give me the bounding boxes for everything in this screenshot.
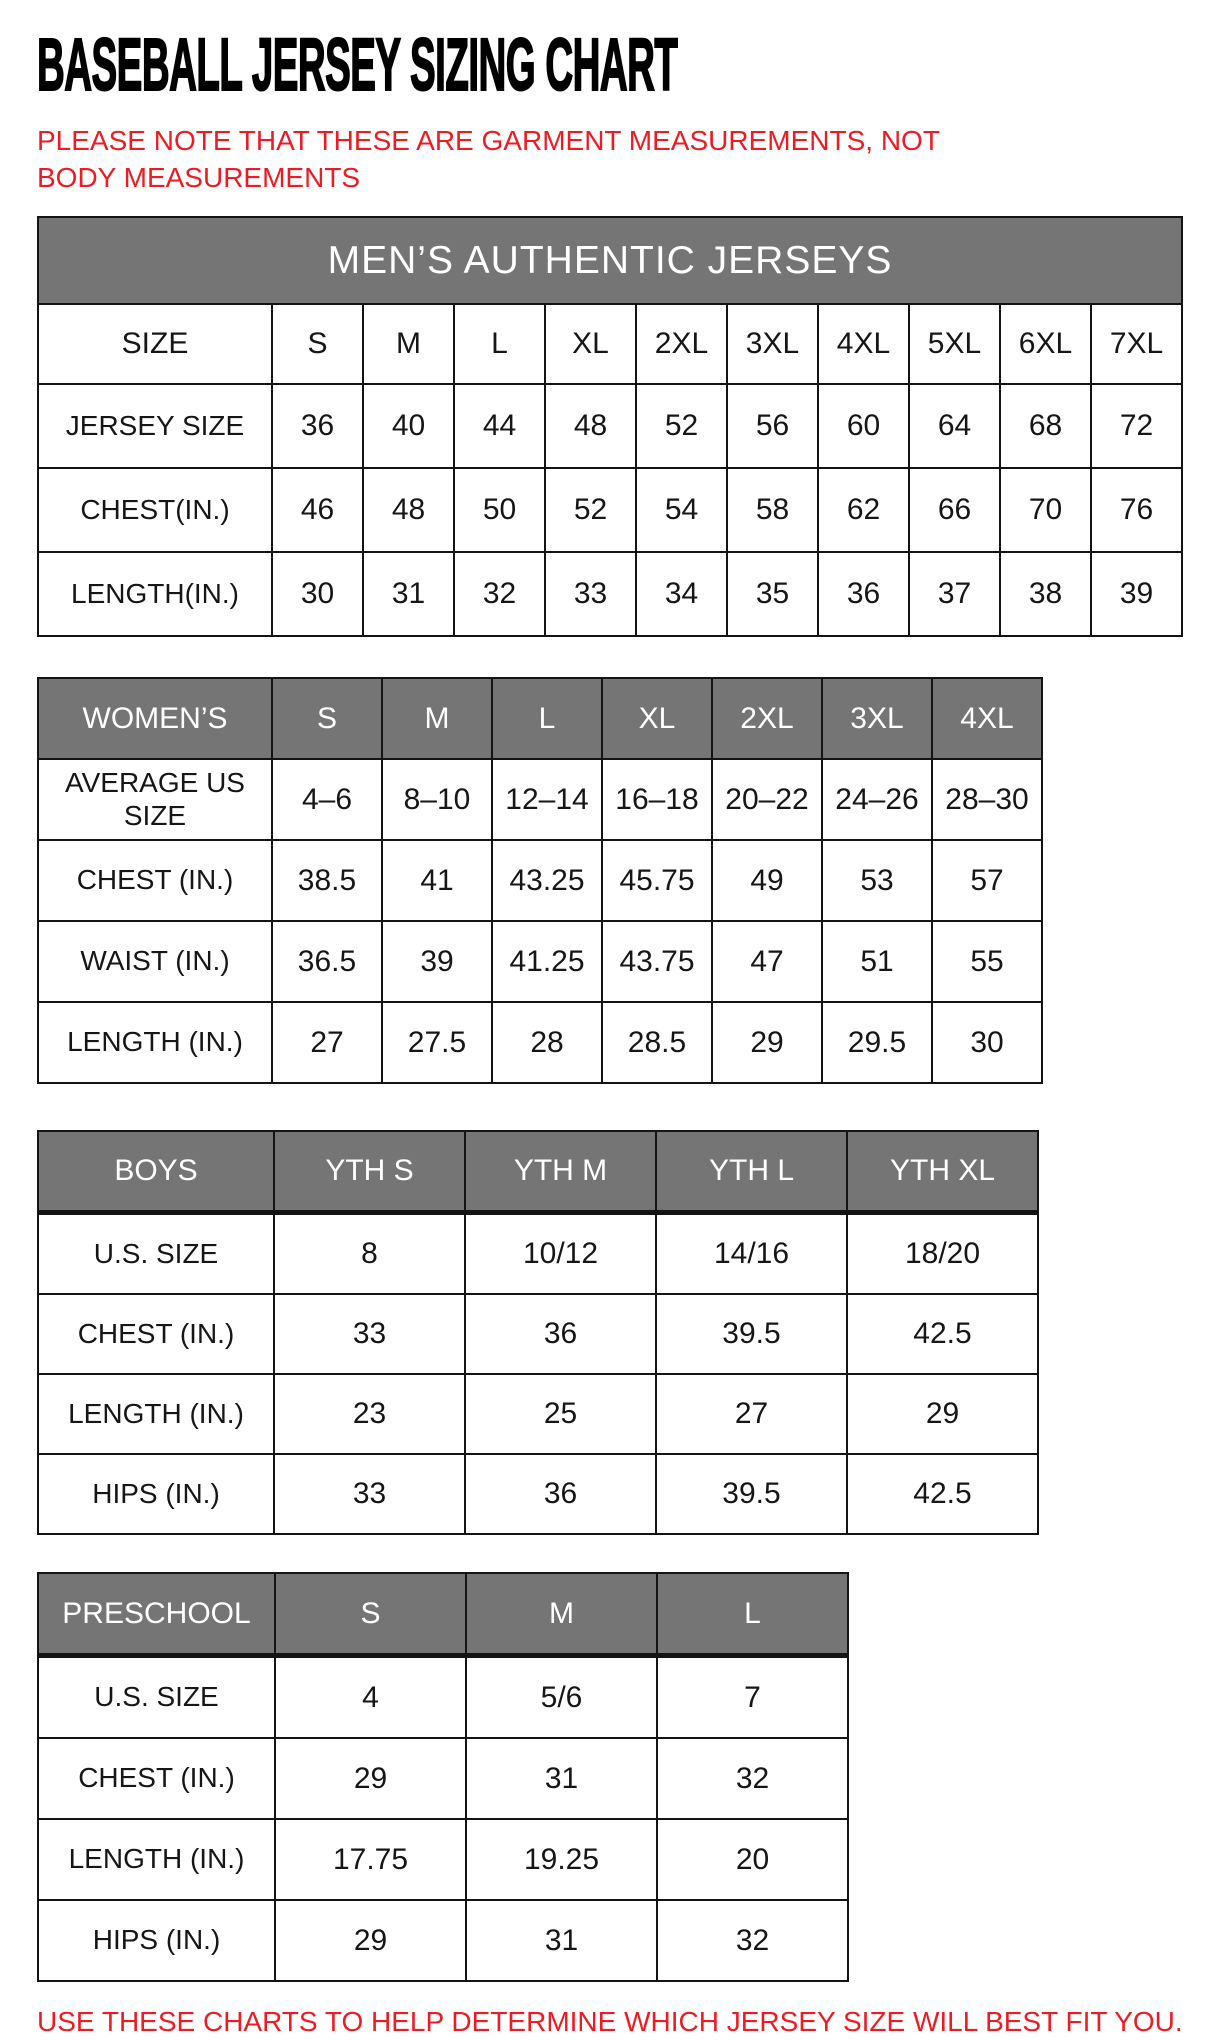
cell-value: 42.5 [847, 1454, 1038, 1534]
row-label: WAIST (IN.) [38, 921, 272, 1002]
column-header: S [272, 678, 382, 759]
cell-value: 14/16 [656, 1213, 847, 1295]
column-header: M [363, 304, 454, 384]
womens-sizing-table [37, 677, 1043, 1084]
cell-value: 47 [712, 921, 822, 1002]
cell-value: 29 [275, 1900, 466, 1981]
table-banner: MEN’S AUTHENTIC JERSEYS [38, 217, 1182, 304]
cell-value: 30 [272, 552, 363, 636]
row-label: HIPS (IN.) [38, 1900, 275, 1981]
cell-value: 43.75 [602, 921, 712, 1002]
row-label: LENGTH(IN.) [38, 552, 272, 636]
cell-value: 12–14 [492, 759, 602, 840]
column-header: S [275, 1573, 466, 1656]
table-corner-label: PRESCHOOL [38, 1573, 275, 1656]
cell-value: 4–6 [272, 759, 382, 840]
cell-value: 41.25 [492, 921, 602, 1002]
table-corner-label: SIZE [38, 304, 272, 384]
column-header: 2XL [636, 304, 727, 384]
cell-value: 28.5 [602, 1002, 712, 1083]
column-header: XL [545, 304, 636, 384]
cell-value: 66 [909, 468, 1000, 552]
cell-value: 32 [657, 1738, 848, 1819]
cell-value: 8–10 [382, 759, 492, 840]
cell-value: 51 [822, 921, 932, 1002]
cell-value: 8 [274, 1213, 465, 1295]
cell-value: 41 [382, 840, 492, 921]
cell-value: 19.25 [466, 1819, 657, 1900]
table-row [38, 1738, 848, 1819]
cell-value: 23 [274, 1374, 465, 1454]
cell-value: 17.75 [275, 1819, 466, 1900]
table-row [38, 1656, 848, 1739]
cell-value: 27 [272, 1002, 382, 1083]
preschool-sizing-table [37, 1572, 849, 1982]
column-header: 3XL [822, 678, 932, 759]
cell-value: 10/12 [465, 1213, 656, 1295]
table-header-row [38, 304, 1182, 384]
cell-value: 44 [454, 384, 545, 468]
table-row [38, 1294, 1038, 1374]
cell-value: 7 [657, 1656, 848, 1739]
cell-value: 34 [636, 552, 727, 636]
row-label: CHEST (IN.) [38, 1294, 274, 1374]
cell-value: 36 [465, 1454, 656, 1534]
table-header-row [38, 678, 1042, 759]
mens-sizing-table [37, 216, 1183, 637]
row-label: LENGTH (IN.) [38, 1374, 274, 1454]
column-header: L [657, 1573, 848, 1656]
cell-value: 48 [363, 468, 454, 552]
footer-text: USE THESE CHARTS TO HELP DETERMINE WHICH JERSEY SIZE WILL BEST FIT YOU. [37, 2006, 1183, 2037]
row-label: AVERAGE US SIZE [38, 759, 272, 840]
cell-value: 50 [454, 468, 545, 552]
row-label: CHEST (IN.) [38, 840, 272, 921]
cell-value: 36 [818, 552, 909, 636]
cell-value: 20–22 [712, 759, 822, 840]
column-header: YTH L [656, 1131, 847, 1213]
row-label: U.S. SIZE [38, 1213, 274, 1295]
column-header: L [454, 304, 545, 384]
column-header: 2XL [712, 678, 822, 759]
cell-value: 16–18 [602, 759, 712, 840]
column-header: L [492, 678, 602, 759]
sizing-chart-page [0, 23, 1220, 2040]
row-label: JERSEY SIZE [38, 384, 272, 468]
cell-value: 29 [275, 1738, 466, 1819]
cell-value: 58 [727, 468, 818, 552]
cell-value: 52 [636, 384, 727, 468]
cell-value: 36 [465, 1294, 656, 1374]
cell-value: 32 [657, 1900, 848, 1981]
cell-value: 49 [712, 840, 822, 921]
cell-value: 38 [1000, 552, 1091, 636]
table-row [38, 468, 1182, 552]
cell-value: 5/6 [466, 1656, 657, 1739]
table-header-row [38, 1131, 1038, 1213]
cell-value: 36 [272, 384, 363, 468]
table-row [38, 384, 1182, 468]
table-row [38, 552, 1182, 636]
cell-value: 36.5 [272, 921, 382, 1002]
table-row [38, 921, 1042, 1002]
column-header: 4XL [932, 678, 1042, 759]
column-header: YTH M [465, 1131, 656, 1213]
table-row [38, 840, 1042, 921]
column-header: YTH XL [847, 1131, 1038, 1213]
cell-value: 33 [545, 552, 636, 636]
cell-value: 45.75 [602, 840, 712, 921]
table-row [38, 1900, 848, 1981]
column-header: 6XL [1000, 304, 1091, 384]
cell-value: 68 [1000, 384, 1091, 468]
row-label: LENGTH (IN.) [38, 1819, 275, 1900]
column-header: YTH S [274, 1131, 465, 1213]
cell-value: 25 [465, 1374, 656, 1454]
cell-value: 27.5 [382, 1002, 492, 1083]
table-row [38, 759, 1042, 840]
cell-value: 39.5 [656, 1294, 847, 1374]
cell-value: 28 [492, 1002, 602, 1083]
table-corner-label: BOYS [38, 1131, 274, 1213]
garment-measurement-note: PLEASE NOTE THAT THESE ARE GARMENT MEASUREMENTS, NOT BODY MEASUREMENTS [37, 125, 940, 193]
cell-value: 39 [382, 921, 492, 1002]
cell-value: 42.5 [847, 1294, 1038, 1374]
cell-value: 39 [1091, 552, 1182, 636]
cell-value: 76 [1091, 468, 1182, 552]
cell-value: 31 [363, 552, 454, 636]
cell-value: 30 [932, 1002, 1042, 1083]
cell-value: 31 [466, 1900, 657, 1981]
cell-value: 29.5 [822, 1002, 932, 1083]
cell-value: 60 [818, 384, 909, 468]
column-header: M [466, 1573, 657, 1656]
cell-value: 31 [466, 1738, 657, 1819]
column-header: M [382, 678, 492, 759]
cell-value: 37 [909, 552, 1000, 636]
cell-value: 52 [545, 468, 636, 552]
cell-value: 48 [545, 384, 636, 468]
cell-value: 4 [275, 1656, 466, 1739]
column-header: 5XL [909, 304, 1000, 384]
cell-value: 35 [727, 552, 818, 636]
cell-value: 53 [822, 840, 932, 921]
cell-value: 29 [712, 1002, 822, 1083]
cell-value: 43.25 [492, 840, 602, 921]
row-label: LENGTH (IN.) [38, 1002, 272, 1083]
row-label: HIPS (IN.) [38, 1454, 274, 1534]
cell-value: 64 [909, 384, 1000, 468]
cell-value: 38.5 [272, 840, 382, 921]
cell-value: 33 [274, 1294, 465, 1374]
row-label: CHEST (IN.) [38, 1738, 275, 1819]
cell-value: 62 [818, 468, 909, 552]
column-header: 7XL [1091, 304, 1182, 384]
cell-value: 72 [1091, 384, 1182, 468]
cell-value: 18/20 [847, 1213, 1038, 1295]
cell-value: 33 [274, 1454, 465, 1534]
table-banner-row [38, 217, 1182, 304]
column-header: 4XL [818, 304, 909, 384]
cell-value: 27 [656, 1374, 847, 1454]
cell-value: 54 [636, 468, 727, 552]
page-title-text: BASEBALL JERSEY SIZING CHART [37, 23, 678, 106]
cell-value: 55 [932, 921, 1042, 1002]
boys-sizing-table [37, 1130, 1039, 1535]
row-label: U.S. SIZE [38, 1656, 275, 1739]
cell-value: 29 [847, 1374, 1038, 1454]
row-label: CHEST(IN.) [38, 468, 272, 552]
table-row [38, 1002, 1042, 1083]
cell-value: 24–26 [822, 759, 932, 840]
table-row [38, 1819, 848, 1900]
column-header: XL [602, 678, 712, 759]
cell-value: 70 [1000, 468, 1091, 552]
cell-value: 20 [657, 1819, 848, 1900]
cell-value: 28–30 [932, 759, 1042, 840]
cell-value: 39.5 [656, 1454, 847, 1534]
cell-value: 32 [454, 552, 545, 636]
table-row [38, 1374, 1038, 1454]
cell-value: 57 [932, 840, 1042, 921]
column-header: S [272, 304, 363, 384]
table-row [38, 1454, 1038, 1534]
cell-value: 40 [363, 384, 454, 468]
cell-value: 46 [272, 468, 363, 552]
cell-value: 56 [727, 384, 818, 468]
page-title [37, 23, 1182, 116]
column-header: 3XL [727, 304, 818, 384]
table-row [38, 1213, 1038, 1295]
table-header-row [38, 1573, 848, 1656]
table-corner-label: WOMEN’S [38, 678, 272, 759]
